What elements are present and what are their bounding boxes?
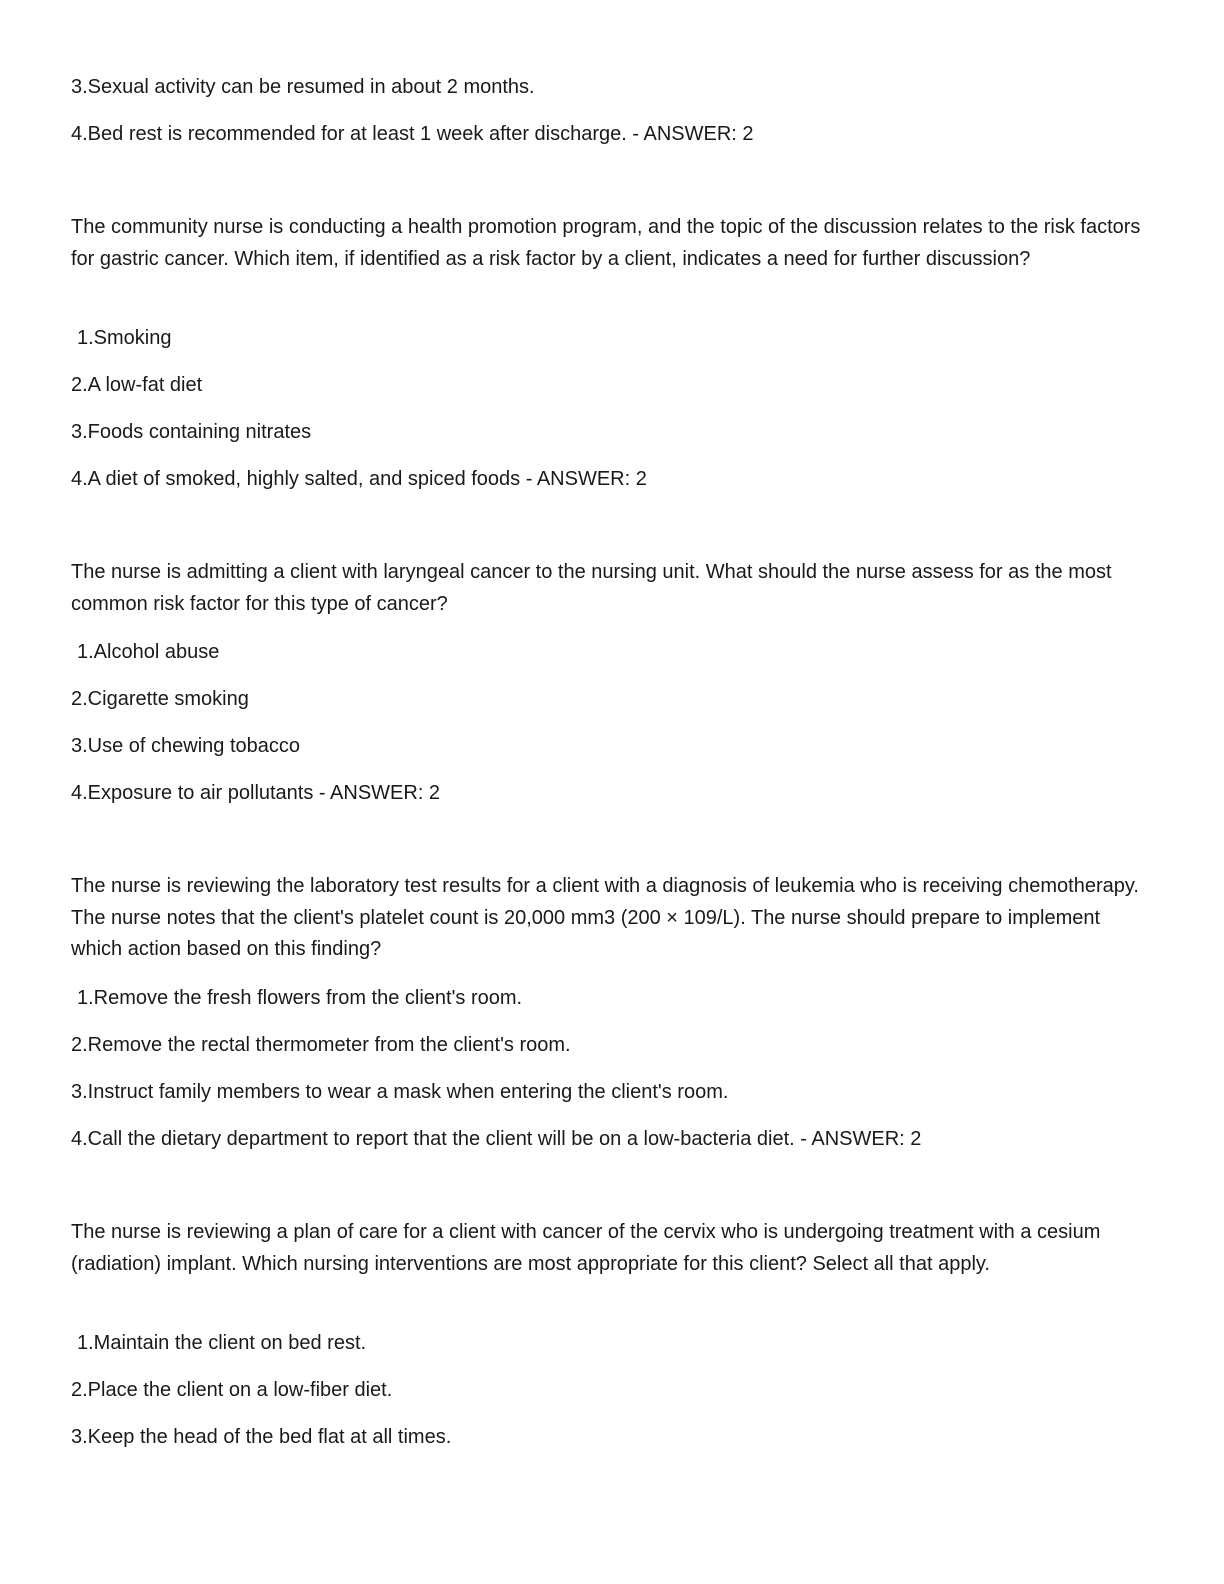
option-text: 2.Place the client on a low-fiber diet. (71, 1379, 393, 1401)
option-text: 2.A low-fat diet (71, 374, 203, 396)
option-text: 3.Use of chewing tobacco (71, 735, 301, 757)
question-stem: The nurse is reviewing a plan of care for a client with cancer of the cervix who is undergoing treatment with a cesium (radiation) implant. Which nursing interventions are most appropriate for this client? Select all that apply. (71, 1221, 1101, 1275)
question-stem: The nurse is admitting a client with laryngeal cancer to the nursing unit. What should the nurse assess for as the most common risk factor for this type of cancer? (71, 561, 1112, 615)
option-text: 2.Cigarette smoking (71, 688, 249, 710)
question-stem: The nurse is reviewing the laboratory test results for a client with a diagnosis of leukemia who is receiving chemotherapy. The nurse notes that the client's platelet count is 20,000 mm3 (200 × 109/L). The nurse should prepare to implement which action based on this finding? (71, 875, 1139, 960)
option-text: 3.Sexual activity can be resumed in about 2 months. (71, 76, 535, 98)
option-text: 1.Maintain the client on bed rest. (77, 1332, 367, 1354)
option-text: 3.Keep the head of the bed flat at all times. (71, 1426, 452, 1448)
option-text: 1.Remove the fresh flowers from the client's room. (77, 987, 523, 1009)
option-text: 4.Bed rest is recommended for at least 1 week after discharge. - ANSWER: 2 (71, 123, 754, 145)
option-text: 4.A diet of smoked, highly salted, and spiced foods - ANSWER: 2 (71, 468, 647, 490)
option-text: 2.Remove the rectal thermometer from the client's room. (71, 1034, 571, 1056)
option-text: 4.Call the dietary department to report that the client will be on a low-bacteria diet. - ANSWER: 2 (71, 1128, 922, 1150)
option-text: 1.Smoking (77, 327, 172, 349)
option-text: 4.Exposure to air pollutants - ANSWER: 2 (71, 782, 441, 804)
option-text: 1.Alcohol abuse (77, 641, 220, 663)
option-text: 3.Foods containing nitrates (71, 421, 312, 443)
question-stem: The community nurse is conducting a health promotion program, and the topic of the discussion relates to the risk factors for gastric cancer. Which item, if identified as a risk factor by a client, indicates a need for further discussion? (71, 216, 1141, 270)
option-text: 3.Instruct family members to wear a mask when entering the client's room. (71, 1081, 729, 1103)
